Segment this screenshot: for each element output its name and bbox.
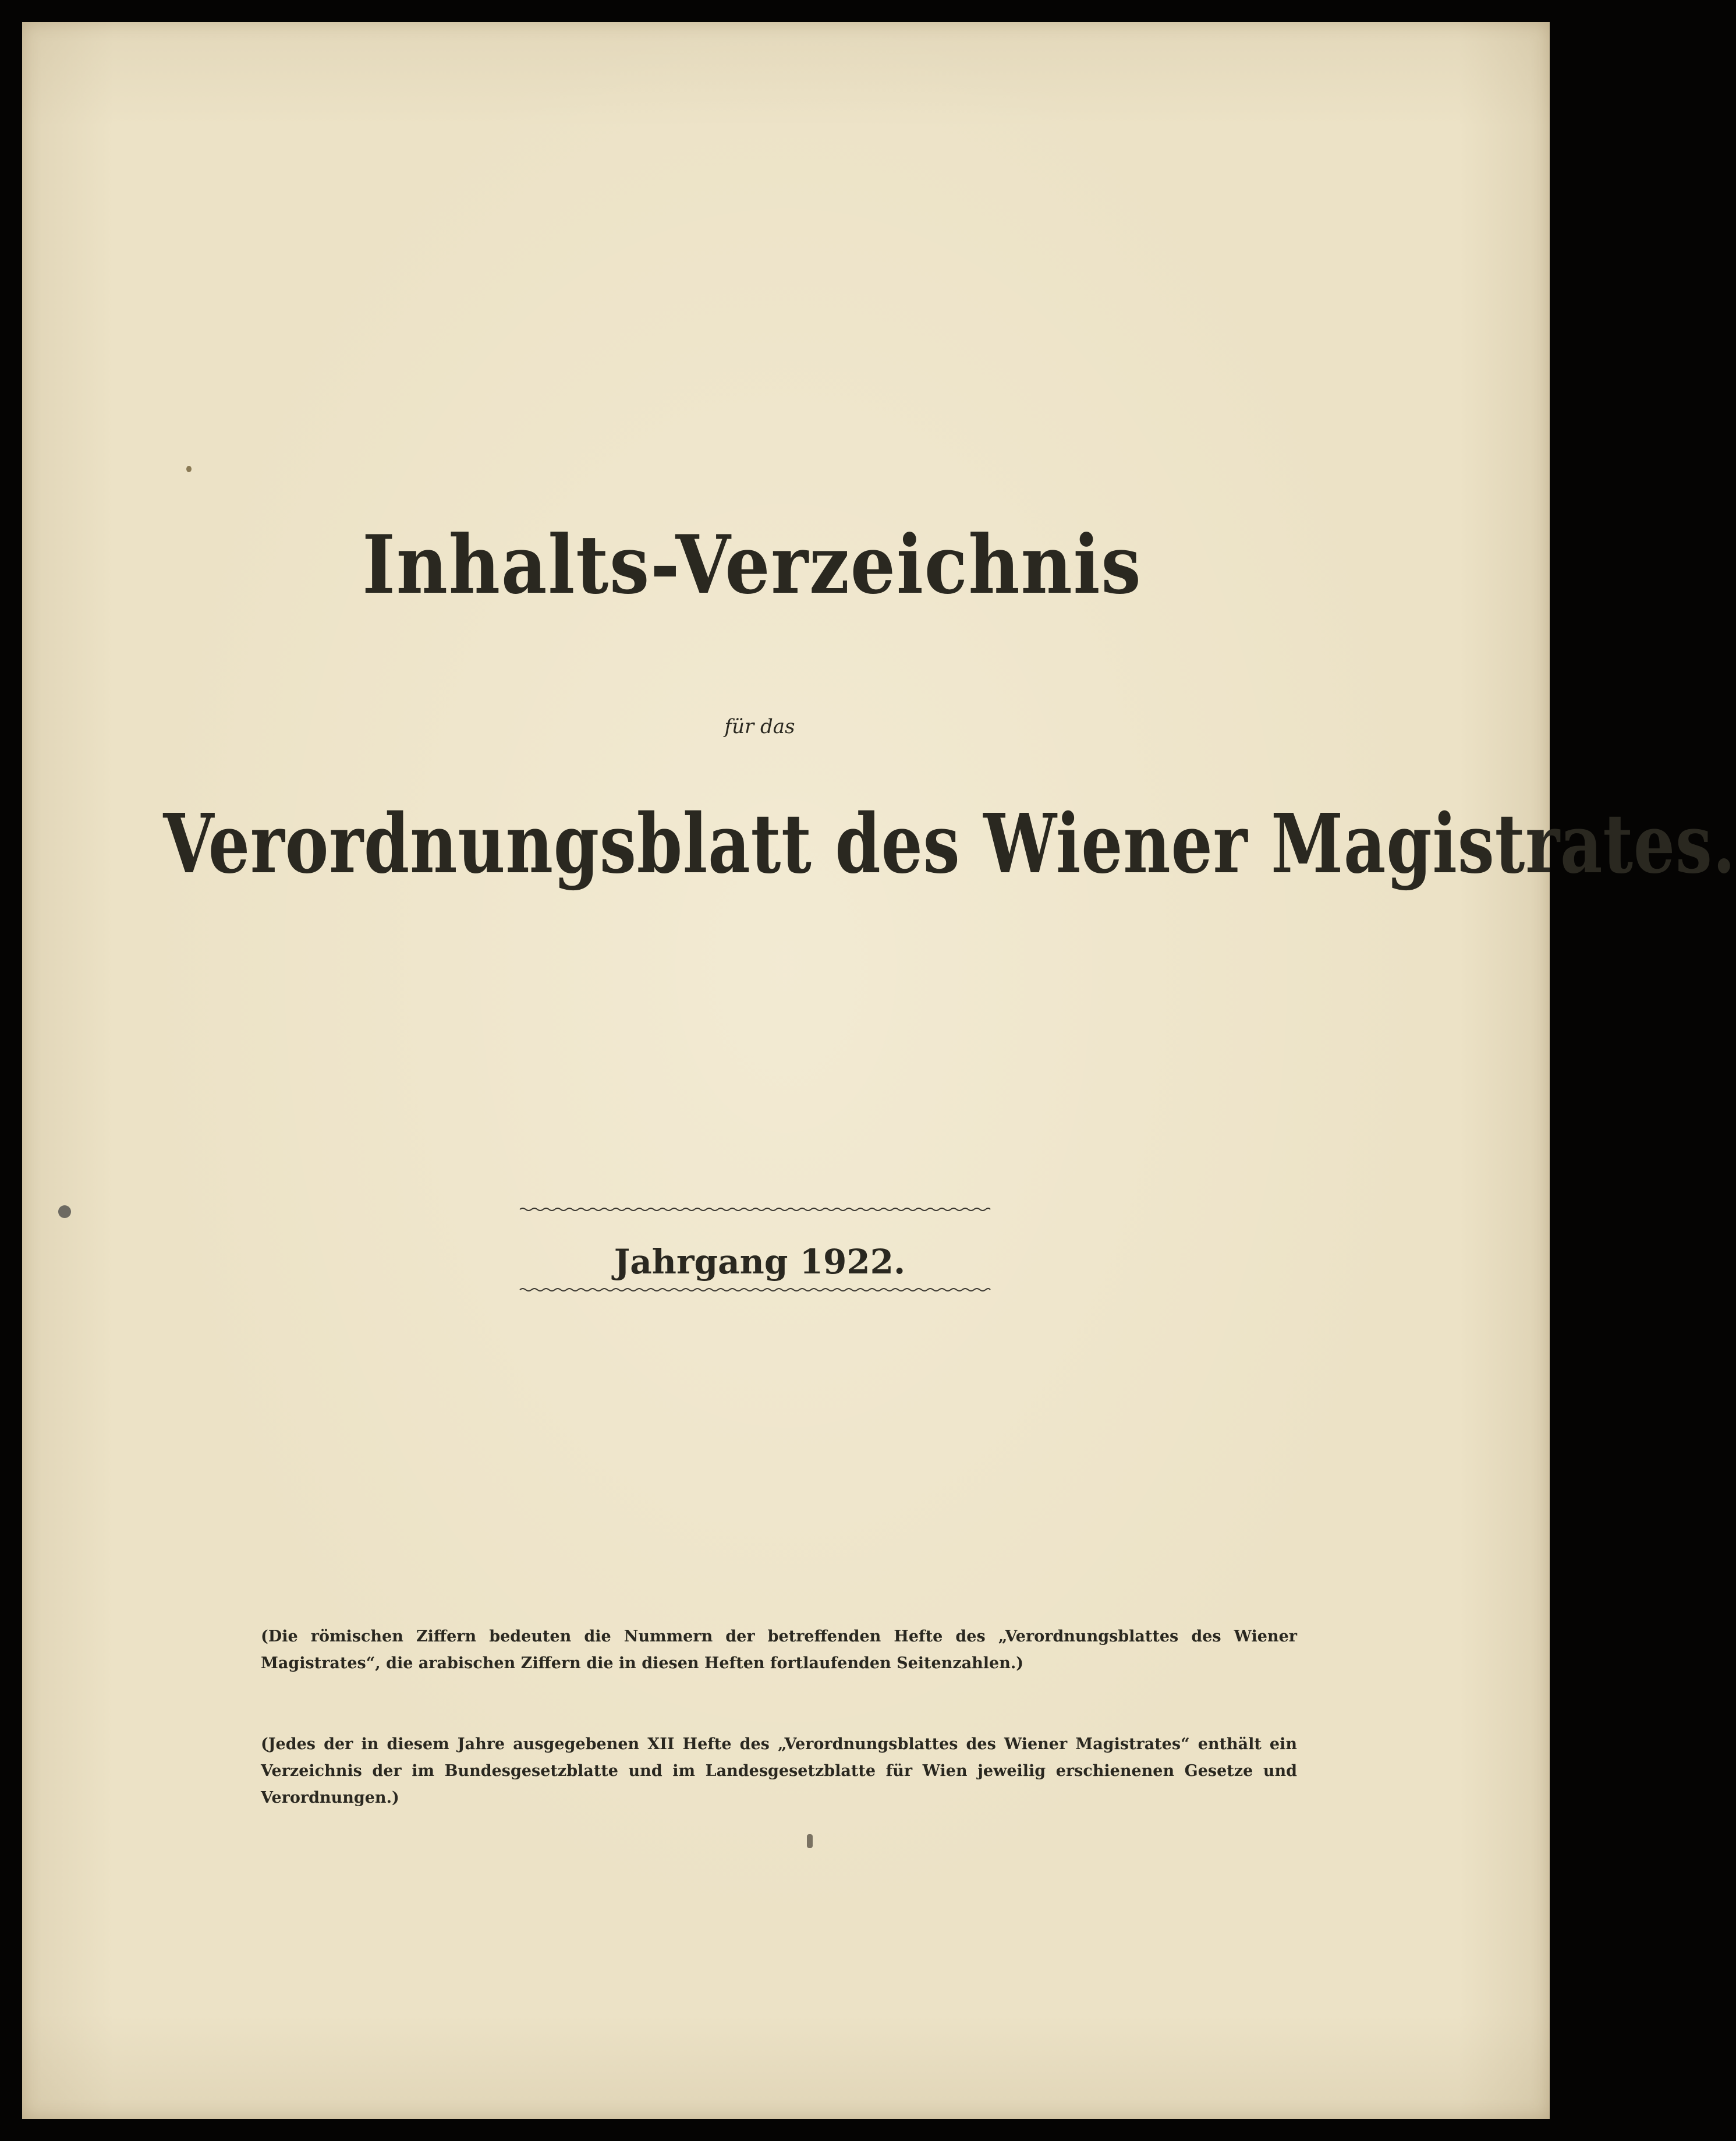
note-issue-contents: (Jedes der in diesem Jahre ausgegebenen XII Hefte des „Verordnungsblattes des Wiener Magistrates“ enthält ein Verzeichnis der im Bundesgesetzblatte und im Landesgesetzblatte für Wien jeweilig erschienenen Gesetze und Verordnungen.) bbox=[261, 1735, 1297, 1807]
paper-speck bbox=[807, 1834, 813, 1848]
paper-speck bbox=[186, 466, 192, 472]
document-page bbox=[22, 22, 1736, 2119]
page-title: Inhalts-Verzeichnis bbox=[362, 517, 1142, 612]
publication-title: Verordnungsblatt des Wiener Magistrates. bbox=[163, 797, 1736, 892]
top-wavy-rule bbox=[520, 1206, 990, 1212]
bottom-wavy-rule bbox=[520, 1287, 990, 1293]
year-line: Jahrgang 1922. bbox=[614, 1242, 906, 1282]
note-numbering-explanation: (Die römischen Ziffern bedeuten die Nummern der betreffenden Hefte des „Verordnungsblattes des Wiener Magistrates“, die arabischen Ziffern die in diesen Heften fortlaufenden Seitenzahlen.) bbox=[261, 1627, 1297, 1672]
subtitle: für das bbox=[724, 715, 795, 738]
paper-speck bbox=[58, 1205, 71, 1218]
